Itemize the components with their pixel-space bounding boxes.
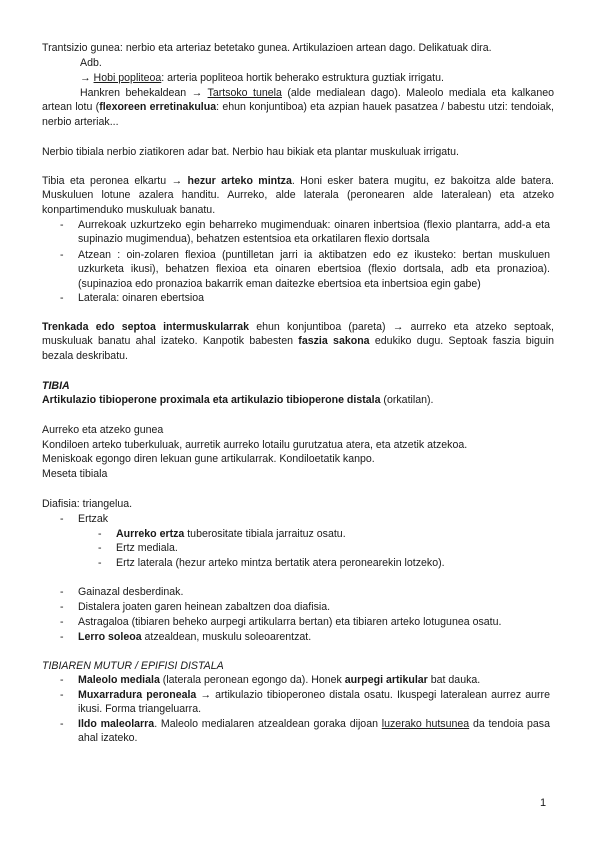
line-meniskoak <box>42 452 554 466</box>
underlined-term: luzerako hutsunea <box>381 718 470 730</box>
text: Kondiloen arteko tuberkuluak, aurretik aurreko lotailu gurutzatua atera, eta atzetik atzekoa. <box>42 439 468 451</box>
text: : arteria popliteoa hortik beherako estruktura guztiak irrigatu. <box>161 72 444 84</box>
paragraph-tibia-peronea <box>42 174 554 217</box>
text: Ertz mediala. <box>116 542 178 554</box>
text: . Maleolo medialaren atzealdean goraka dijoan <box>154 718 382 730</box>
sub-list-item <box>98 556 550 570</box>
list-item <box>60 600 550 614</box>
text: Diafisia: triangelua. <box>42 498 133 510</box>
heading-mutur <box>42 659 554 673</box>
bold-term: hezur arteko mintza <box>187 175 292 187</box>
page-number: 1 <box>540 797 547 809</box>
text: Tibia eta peronea elkartu → <box>42 175 188 187</box>
paragraph-hankren <box>42 86 554 129</box>
bold-term: Muxarradura peroneala <box>78 689 197 701</box>
line-hobi <box>80 71 554 85</box>
text: Gainazal desberdinak. <box>78 586 184 598</box>
line-kondiloen <box>42 438 554 452</box>
bold-term: Artikulazio tibioperone proximala eta artikulazio tibioperone distala <box>42 394 381 406</box>
underlined-term: Hobi popliteoa <box>93 72 162 84</box>
paragraph-trantsizio <box>42 41 554 55</box>
bullet: - <box>60 631 64 643</box>
bold-term: aurpegi artikular <box>344 674 428 686</box>
list-item <box>60 512 550 526</box>
bullet: - <box>98 528 102 540</box>
paragraph-nerbio <box>42 145 554 159</box>
list-item <box>60 615 550 629</box>
bold-term: Ildo maleolarra <box>78 718 155 730</box>
heading-artikulazio <box>42 393 554 407</box>
bullet: - <box>60 674 64 686</box>
text: tuberositate tibiala jarraituz osatu. <box>184 528 346 540</box>
bullet: - <box>98 557 102 569</box>
list-item <box>60 585 550 599</box>
text: Distalera joaten garen heinean zabaltzen doa diafisia. <box>78 601 331 613</box>
list-item <box>60 248 550 291</box>
list-item <box>60 673 550 687</box>
text: Laterala: oinaren ebertsioa <box>78 292 205 304</box>
list-item <box>60 291 550 305</box>
text: . Honi esker batera mugitu, ez bakoitza alde batera. Muskuluen lotune azalera handitu. Aurreko, alde laterala (peronearen alde lateralean) eta atzeko konpartimenduko muskuluak banatu. <box>42 175 554 216</box>
list-item <box>60 630 550 644</box>
bold-term: flexoreen erretinakulua <box>99 101 217 114</box>
text: (laterala peronean egongo da). Honek <box>159 674 345 686</box>
bold-term: Lerro soleoa <box>78 631 142 643</box>
bold-term: faszia sakona <box>298 335 370 348</box>
line-diafisia <box>42 497 554 511</box>
bullet: - <box>60 513 64 525</box>
text: Meniskoak egongo diren lekuan gune artikularrak. Kondiloetatik kanpo. <box>42 453 375 465</box>
text: Astragaloa (tibiaren beheko aurpegi artikularra bertan) eta tibiaren arteko lotugunea osatu. <box>78 616 502 628</box>
heading-text: TIBIA <box>42 380 70 392</box>
sub-list-item <box>98 527 550 541</box>
text: Atzean : oin-zolaren flexioa (puntilletan jarri ia aktibatzen edo ez ikusteko: bertan muskuluen uzkurketa ikusi), behatzen flexioa eta oinaren ebertsioa (flexio dortsala, adb eta pronazioa). (supinazioa edo pronazioa bakarrik eman daitezke ebertsioa eta inbertsioa egin gabe) <box>78 249 550 290</box>
bullet: - <box>60 601 64 613</box>
bold-term: Aurreko ertza <box>116 528 185 540</box>
bullet: - <box>60 586 64 598</box>
line-adb <box>80 56 554 70</box>
bullet: - <box>60 219 64 231</box>
text: Hankren behekaldean → <box>80 87 208 99</box>
text: Trantsizio gunea: nerbio eta arteriaz betetako gunea. Artikulazioen artean dago. Delikatuak dira. <box>42 42 492 54</box>
text: edukiko dugu. Septoak faszia biguin bezala deskribatu. <box>42 335 555 362</box>
text: : ehun konjuntiboa) eta azpian hauek pasatzea / babestu utzi: tendoiak, nerbio arteriak... <box>42 101 554 128</box>
sub-list-item <box>98 541 550 555</box>
text: bat dauka. <box>427 674 481 686</box>
text: → artikulazio tibioperoneo distala osatu. Ikuspegi lateralean aurrez aurre ikusi. Forma triangeluarra. <box>78 689 550 716</box>
underlined-term: Tartsoko tunela <box>207 87 282 99</box>
line-aurreko-gunea <box>42 423 554 437</box>
bullet: - <box>60 689 64 701</box>
bullet: - <box>60 718 64 730</box>
list-item <box>60 717 550 746</box>
arrow: → <box>80 72 94 84</box>
heading-text: TIBIAREN MUTUR / EPIFISI DISTALA <box>42 660 224 672</box>
bold-term: Maleolo mediala <box>78 674 160 686</box>
text: Adb. <box>80 57 102 69</box>
bold-term: Trenkada edo septoa intermuskularrak <box>42 321 250 333</box>
paragraph-trenkada <box>42 320 554 363</box>
text: Ertzak <box>78 513 109 525</box>
text: (orkatilan). <box>380 394 434 406</box>
list-item <box>60 218 550 247</box>
text: Meseta tibiala <box>42 468 108 480</box>
bullet: - <box>98 542 102 554</box>
text: da tendoia pasa ahal izateko. <box>78 718 550 745</box>
bullet: - <box>60 249 64 261</box>
text: Ertz laterala (hezur arteko mintza bertatik atera peronearekin lotzeko). <box>116 557 445 569</box>
text: (alde medialean dago). Maleolo mediala eta kalkaneo artean lotu ( <box>42 87 554 114</box>
heading-tibia <box>42 379 554 393</box>
text: Nerbio tibiala nerbio ziatikoren adar bat. Nerbio hau bikiak eta plantar muskuluak irrigatu. <box>42 146 459 158</box>
line-meseta <box>42 467 554 481</box>
text: Aurrekoak uzkurtzeko egin beharreko mugimenduak: oinaren inbertsioa (flexio plantarra, add-a eta supinazio mugimendua), behatzen estentsioa eta orkatilaren flexio dortsala <box>78 219 550 246</box>
text: Aurreko eta atzeko gunea <box>42 424 164 436</box>
text: ehun konjuntiboa (pareta) → aurreko eta atzeko septoak, muskuluak banatu ahal izateko. Kanpotik babesten <box>42 321 554 348</box>
text: atzealdean, muskulu soleoarentzat. <box>141 631 312 643</box>
bullet: - <box>60 616 64 628</box>
list-item <box>60 688 550 717</box>
bullet: - <box>60 292 64 304</box>
